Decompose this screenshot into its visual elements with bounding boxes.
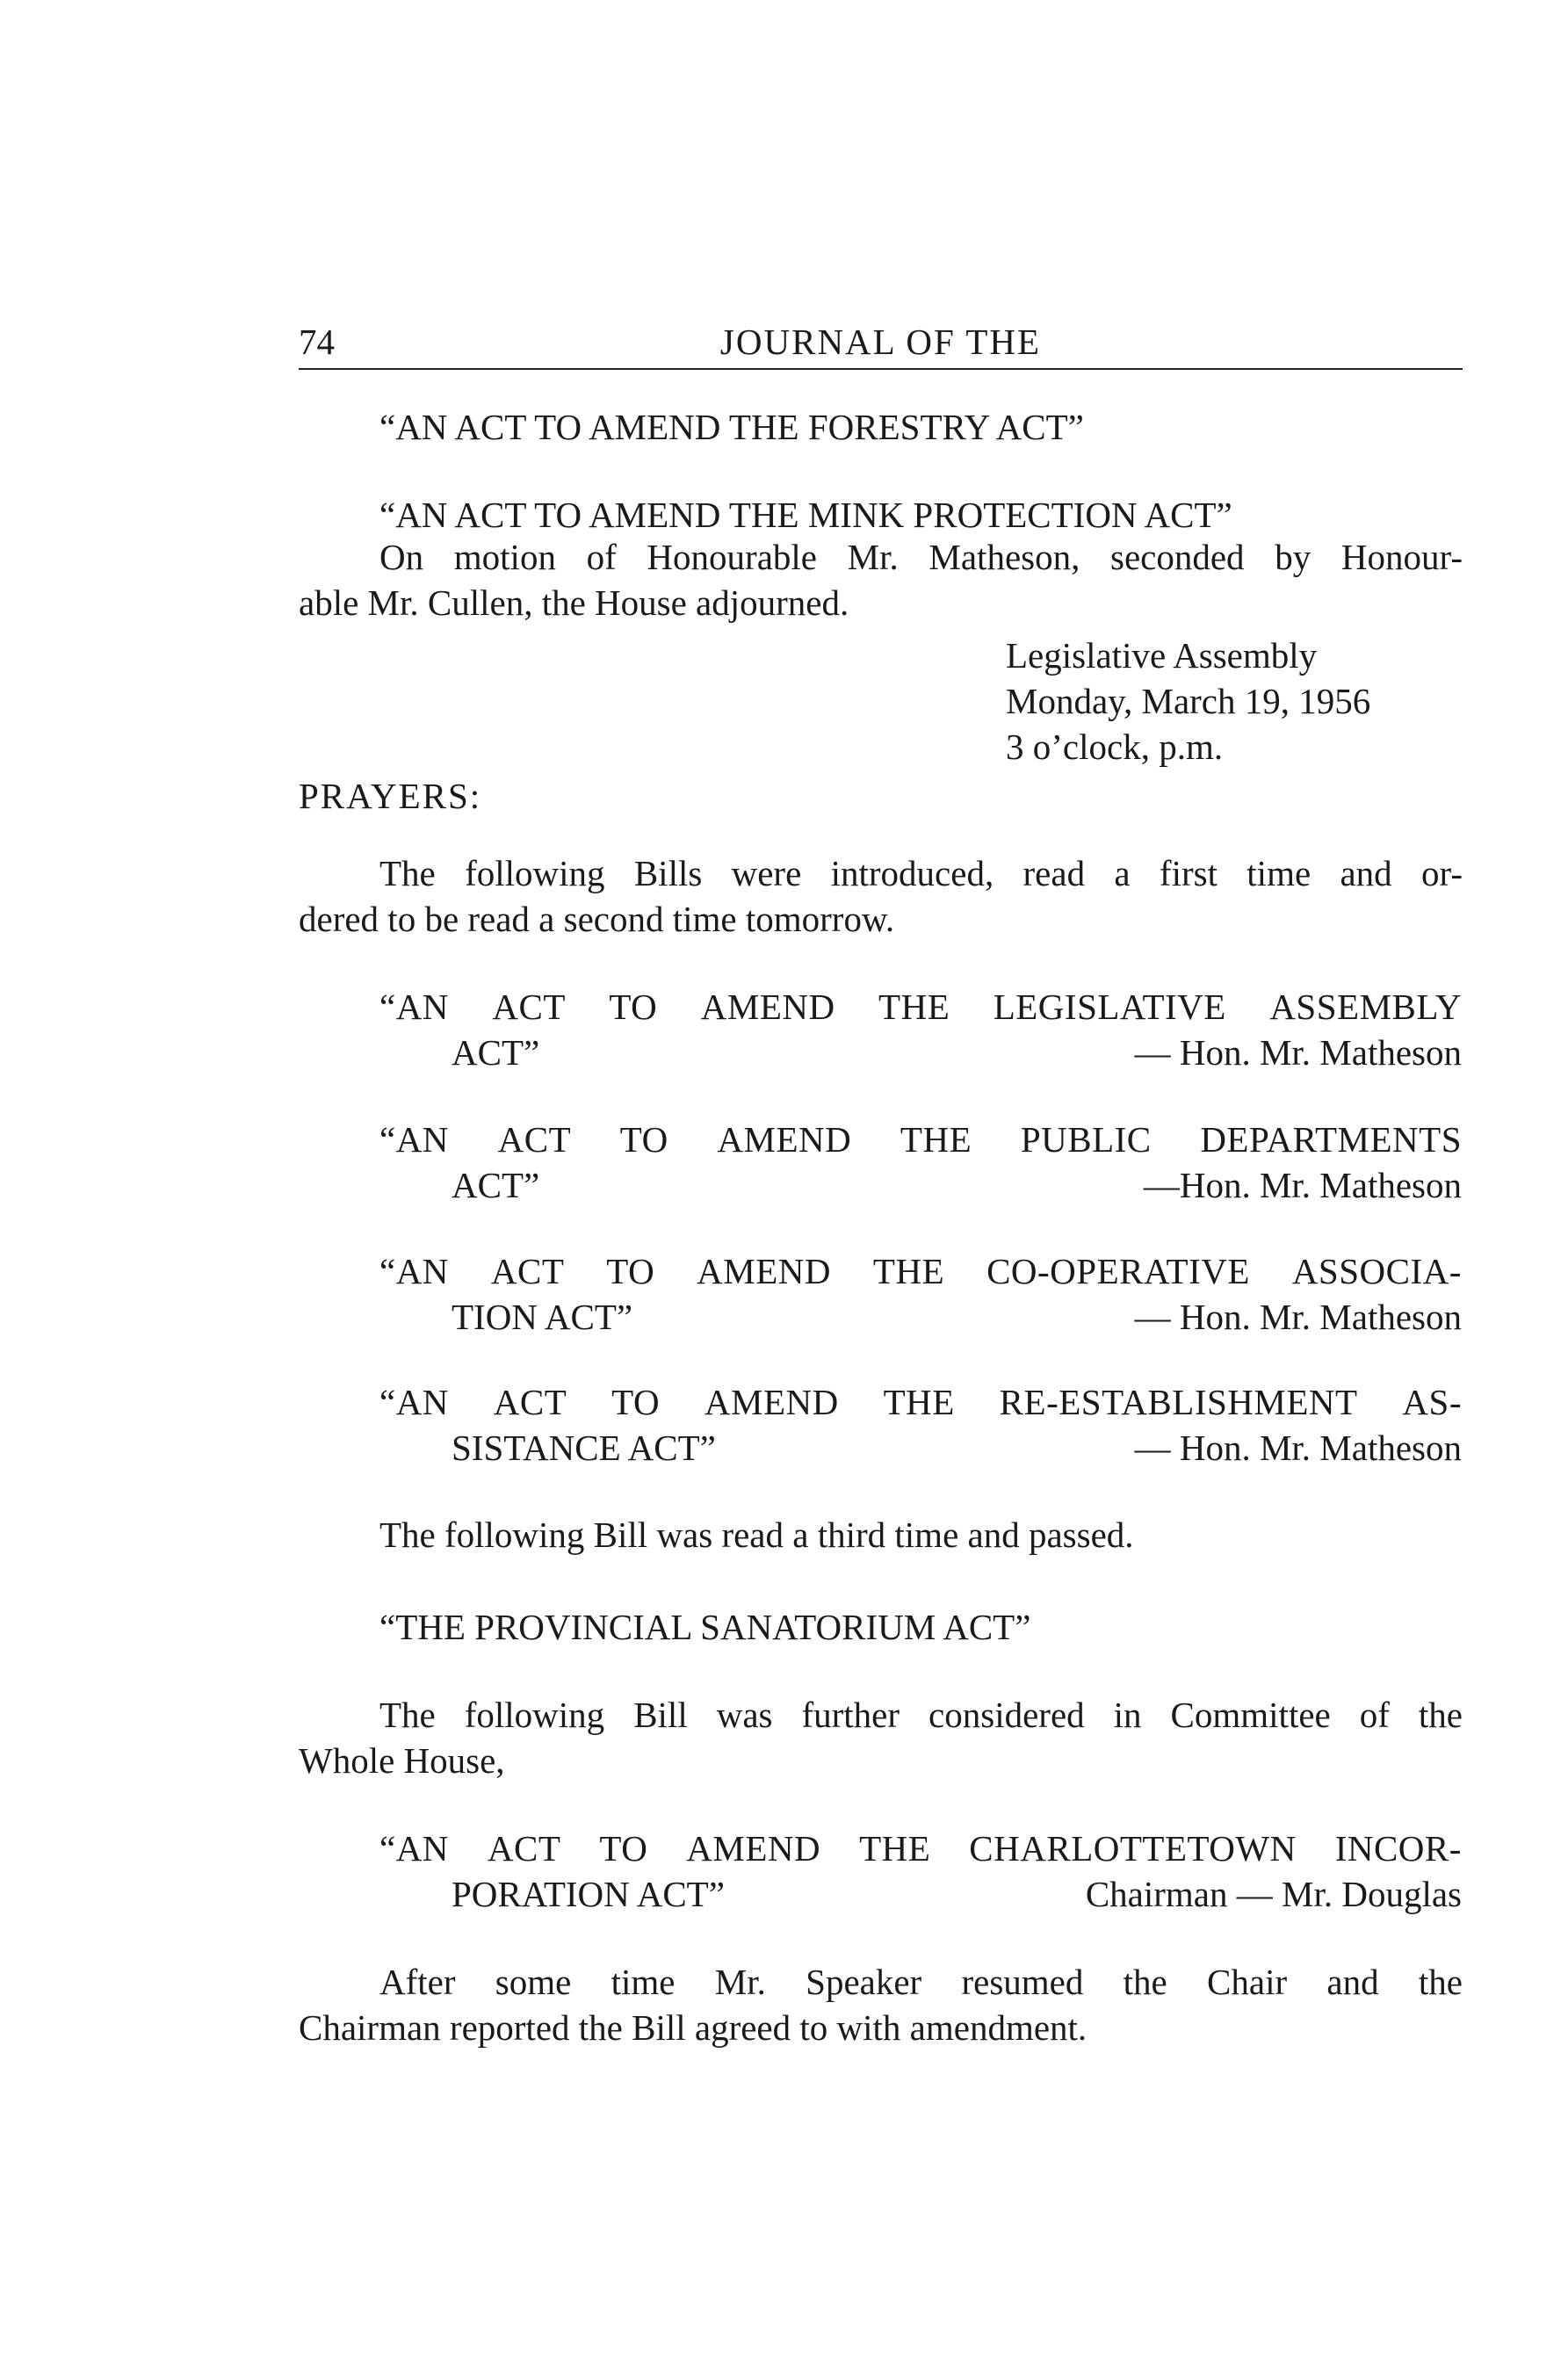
bill-public-departments [379,1117,1462,1208]
bill-word: AMEND [686,1828,821,1869]
bill-word: THE [872,1251,945,1291]
act-forestry: “AN ACT TO AMEND THE FORESTRY ACT” [379,407,1084,447]
bill-word: “AN [379,1251,449,1291]
bill-sponsor-line [379,1030,1462,1075]
bill-title-end: ACT” [452,1032,540,1073]
bill-word: INCOR- [1334,1828,1462,1869]
bill-sponsor: — Hon. Mr. Matheson [1134,1297,1462,1337]
bill-word: “AN [379,1119,449,1160]
committee-paragraph [299,1692,1463,1783]
bill-word: ASSEMBLY [1269,987,1462,1027]
bill-legislative-assembly [379,984,1462,1075]
closing-line-1: After some time Mr. Speaker resumed the Chair and the [379,1962,1463,2002]
bill-word: ACT [492,987,566,1027]
session-time: 3 o’clock, p.m. [1006,727,1224,767]
bill-word: DEPARTMENTS [1200,1119,1462,1160]
bill-word: LEGISLATIVE [993,987,1226,1027]
bill-word: PUBLIC [1020,1119,1152,1160]
bill-re-establishment-assistance [379,1379,1462,1471]
session-place: Legislative Assembly [1006,635,1318,676]
act-provincial-sanatorium: “THE PROVINCIAL SANATORIUM ACT” [379,1607,1031,1647]
session-block [1006,633,1463,770]
bill-title-line [379,984,1462,1030]
bill-sponsor: — Hon. Mr. Matheson [1134,1032,1462,1073]
bill-sponsor-line [379,1294,1462,1340]
session-date: Monday, March 19, 1956 [1006,681,1371,721]
prayers-heading: PRAYERS: [299,776,482,816]
bill-word: THE [859,1828,931,1869]
bill-co-operative-association [379,1248,1462,1340]
bill-title-line [379,1379,1462,1425]
bill-sponsor-line [379,1162,1462,1208]
bill-word: CO-OPERATIVE [986,1251,1250,1291]
third-reading-text: The following Bill was read a third time and passed. [379,1515,1134,1555]
bill-chairman: Chairman — Mr. Douglas [1085,1874,1462,1914]
bill-title-line [379,1825,1462,1871]
bill-word: “AN [379,987,449,1027]
bill-word: ASSOCIA- [1291,1251,1462,1291]
bill-word: AMEND [700,987,835,1027]
intro-paragraph [299,850,1463,942]
bill-word: TO [619,1119,668,1160]
bill-sponsor: —Hon. Mr. Matheson [1143,1165,1462,1205]
bill-sponsor-line [379,1425,1462,1471]
bill-word: AMEND [697,1251,831,1291]
bill-sponsor: — Hon. Mr. Matheson [1134,1428,1462,1468]
bill-word: “AN [379,1828,449,1869]
committee-line-2: Whole House, [299,1740,505,1781]
bill-title-line [379,1248,1462,1294]
bill-word: TO [599,1828,648,1869]
bill-word: ACT [497,1119,572,1160]
bill-word: AS- [1402,1382,1462,1422]
bill-word: “AN [379,1382,449,1422]
bill-word: THE [878,987,950,1027]
bill-word: AMEND [704,1382,839,1422]
bill-word: ACT [490,1251,565,1291]
closing-line-2: Chairman reported the Bill agreed to with amendment. [299,2007,1087,2048]
bill-word: RE-ESTABLISHMENT [999,1382,1358,1422]
bill-word: THE [900,1119,972,1160]
page-number: 74 [299,322,335,362]
journal-title: JOURNAL OF THE [719,322,1042,362]
committee-line-1: The following Bill was further considered in Committee of the [379,1695,1463,1735]
bill-title-end: SISTANCE ACT” [452,1428,716,1468]
closing-paragraph [299,1959,1463,2050]
motion-line-2: able Mr. Cullen, the House adjourned. [299,582,849,623]
motion-line-1: On motion of Honourable Mr. Matheson, seconded by Honour- [379,537,1463,577]
bill-chairman-line [379,1871,1462,1917]
act-mink-protection: “AN ACT TO AMEND THE MINK PROTECTION ACT” [379,495,1232,535]
bill-title-line [379,1117,1462,1162]
bill-word: TO [609,987,658,1027]
bill-word: TO [611,1382,661,1422]
intro-line-2: dered to be read a second time tomorrow. [299,899,895,939]
bill-word: ACT [493,1382,567,1422]
motion-paragraph [299,534,1463,625]
bill-word: AMEND [717,1119,852,1160]
bill-word: CHARLOTTETOWN [969,1828,1297,1869]
bill-charlottetown-incorporation [379,1825,1462,1917]
page-header [299,319,1463,370]
bill-title-end: PORATION ACT” [452,1874,725,1914]
bill-title-end: TION ACT” [452,1297,633,1337]
bill-title-end: ACT” [452,1165,540,1205]
intro-line-1: The following Bills were introduced, read a first time and or- [379,853,1463,893]
bill-word: ACT [487,1828,561,1869]
bill-word: THE [883,1382,955,1422]
bill-word: TO [606,1251,655,1291]
